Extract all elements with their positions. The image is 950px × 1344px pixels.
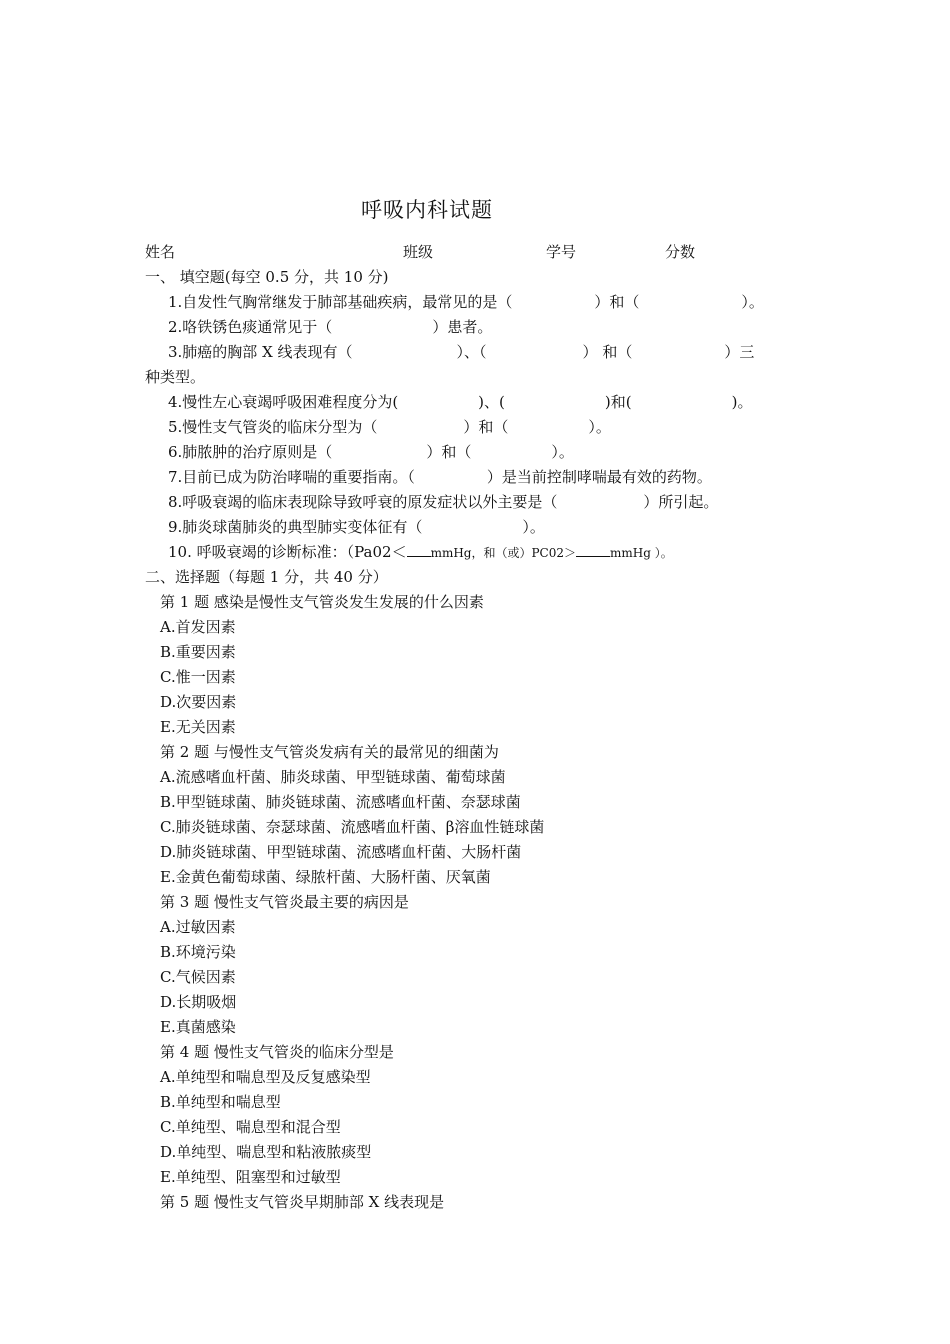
exam-title: 呼吸内科试题 (361, 198, 493, 222)
answer-option[interactable]: A.过敏因素 (160, 918, 236, 936)
answer-option[interactable]: E.真菌感染 (160, 1018, 236, 1036)
section-heading-choice: 二、选择题（每题 1 分，共 40 分） (145, 568, 388, 586)
fill-question-3: 3.肺癌的胸部 X 线表现有（ ）、（ ） 和（ ）三 (168, 343, 755, 361)
answer-option[interactable]: E.单纯型、阻塞型和过敏型 (160, 1168, 341, 1186)
student-id-label: 学号 (546, 243, 577, 261)
fill-question-2: 2.咯铁锈色痰通常见于（ ）患者。 (168, 318, 493, 336)
question-stem: 第 3 题 慢性支气管炎最主要的病因是 (160, 893, 409, 911)
answer-option[interactable]: E.金黄色葡萄球菌、绿脓杆菌、大肠杆菌、厌氧菌 (160, 868, 491, 886)
fill-question-7: 7.目前已成为防治哮喘的重要指南。（ ）是当前控制哮喘最有效的药物。 (168, 468, 712, 486)
fill-question-3-continued: 种类型。 (145, 368, 206, 386)
student-info-header (0, 241, 950, 263)
answer-option[interactable]: A.流感嗜血杆菌、肺炎球菌、甲型链球菌、葡萄球菌 (160, 768, 506, 786)
question-stem: 第 5 题 慢性支气管炎早期肺部 X 线表现是 (160, 1193, 445, 1211)
answer-option[interactable]: B.重要因素 (160, 643, 236, 661)
answer-option[interactable]: C.肺炎链球菌、奈瑟球菌、流感嗜血杆菌、β溶血性链球菌 (160, 818, 545, 836)
answer-option[interactable]: A.首发因素 (160, 618, 236, 636)
score-label: 分数 (665, 243, 696, 261)
question-stem: 第 4 题 慢性支气管炎的临床分型是 (160, 1043, 394, 1061)
name-label: 姓名 (145, 243, 176, 261)
answer-option[interactable]: E.无关因素 (160, 718, 236, 736)
answer-option[interactable]: C.单纯型、喘息型和混合型 (160, 1118, 341, 1136)
answer-option[interactable]: D.单纯型、喘息型和粘液脓痰型 (160, 1143, 372, 1161)
answer-option[interactable]: D.肺炎链球菌、甲型链球菌、流感嗜血杆菌、大肠杆菌 (160, 843, 522, 861)
class-label: 班级 (403, 243, 434, 261)
answer-option[interactable]: C.惟一因素 (160, 668, 236, 686)
answer-underline[interactable] (576, 542, 610, 557)
fill-question-10: 10. 呼吸衰竭的诊断标准：（Pa02＜ mmHg，和（或）PC02＞ mmHg ）。 (168, 543, 673, 561)
fill-question-4: 4.慢性左心衰竭呼吸困难程度分为( )、( )和( )。 (168, 393, 753, 411)
answer-option[interactable]: C.气候因素 (160, 968, 236, 986)
answer-option[interactable]: D.长期吸烟 (160, 993, 237, 1011)
fill-question-9: 9.肺炎球菌肺炎的典型肺实变体征有（ ）。 (168, 518, 545, 536)
answer-underline[interactable] (407, 542, 431, 557)
answer-option[interactable]: B.环境污染 (160, 943, 236, 961)
fill-question-1: 1.自发性气胸常继发于肺部基础疾病，最常见的是（ ）和（ ）。 (168, 293, 764, 311)
fill-question-6: 6.肺脓肿的治疗原则是（ ）和（ ）。 (168, 443, 574, 461)
question-stem: 第 1 题 感染是慢性支气管炎发生发展的什么因素 (160, 593, 484, 611)
fill-question-8: 8.呼吸衰竭的临床表现除导致呼衰的原发症状以外主要是（ ）所引起。 (168, 493, 719, 511)
section-heading-fill: 一、 填空题(每空 0.5 分，共 10 分) (145, 268, 389, 286)
answer-option[interactable]: B.单纯型和喘息型 (160, 1093, 281, 1111)
answer-option[interactable]: A.单纯型和喘息型及反复感染型 (160, 1068, 371, 1086)
answer-option[interactable]: D.次要因素 (160, 693, 237, 711)
fill-question-5: 5.慢性支气管炎的临床分型为（ ）和（ ）。 (168, 418, 611, 436)
answer-option[interactable]: B.甲型链球菌、肺炎链球菌、流感嗜血杆菌、奈瑟球菌 (160, 793, 521, 811)
question-stem: 第 2 题 与慢性支气管炎发病有关的最常见的细菌为 (160, 743, 499, 761)
